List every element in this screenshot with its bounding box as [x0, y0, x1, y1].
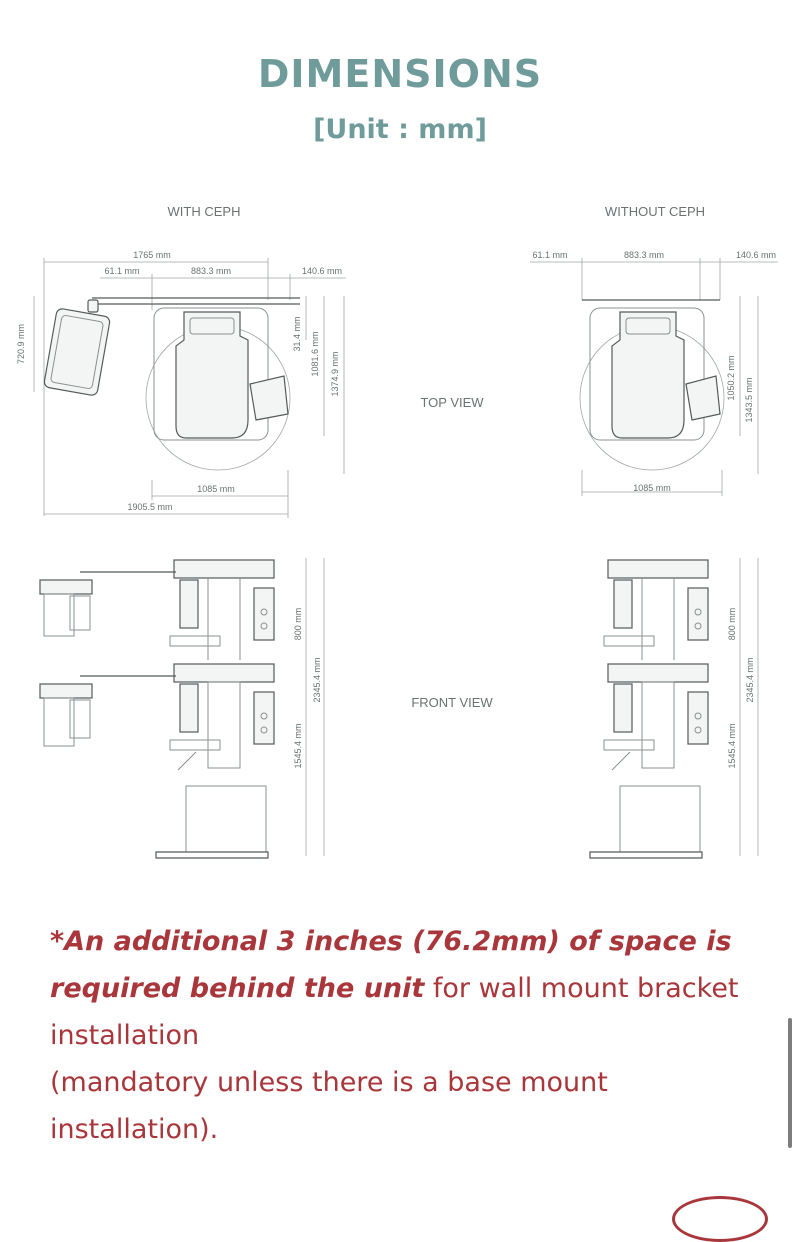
note-line2: (mandatory unless there is a base mount installation). — [50, 1067, 608, 1145]
dim-1545-4-with: 1545.4 mm — [293, 723, 303, 769]
front-view-label: FRONT VIEW — [411, 695, 493, 710]
top-view-label: TOP VIEW — [420, 395, 484, 410]
dim-883-3-with: 883.3 mm — [190, 266, 232, 276]
dim-1081-6: 1081.6 mm — [310, 331, 320, 377]
dim-1085-without: 1085 mm — [633, 483, 671, 493]
note-rest: for wall mount bracket installation — [50, 973, 739, 1051]
dim-1085-with: 1085 mm — [197, 484, 235, 494]
dim-1765: 1765 mm — [133, 250, 171, 260]
dim-2345-4-without: 2345.4 mm — [745, 657, 755, 703]
dim-1343-5: 1343.5 mm — [744, 377, 754, 423]
page-title: DIMENSIONS — [257, 52, 543, 96]
without-ceph-label: WITHOUT CEPH — [604, 204, 706, 219]
dim-720-9: 720.9 mm — [16, 323, 26, 365]
dim-61-1-with: 61.1 mm — [104, 266, 140, 276]
dim-1374-9: 1374.9 mm — [330, 351, 340, 397]
dim-2345-4-with: 2345.4 mm — [312, 657, 322, 703]
dim-883-3-without: 883.3 mm — [623, 250, 665, 260]
unit-subtitle: [Unit : mm] — [313, 114, 487, 145]
installation-note — [50, 918, 770, 1153]
dim-1905-5: 1905.5 mm — [127, 502, 173, 512]
dim-140-6-without: 140.6 mm — [735, 250, 777, 260]
scrollbar[interactable] — [788, 1018, 792, 1148]
with-ceph-label: WITH CEPH — [167, 204, 241, 219]
top-view-without-ceph — [530, 258, 778, 496]
dim-61-1-without: 61.1 mm — [532, 250, 568, 260]
front-view-without-ceph — [590, 558, 758, 858]
dim-800-without: 800 mm — [727, 607, 737, 641]
dim-1545-4-without: 1545.4 mm — [727, 723, 737, 769]
front-view-with-ceph — [40, 558, 324, 858]
dim-31-4: 31.4 mm — [292, 316, 302, 352]
top-view-with-ceph — [34, 258, 346, 518]
note-emphasis: *An additional 3 inches (76.2mm) of space is required behind the unit — [50, 926, 732, 1004]
dim-1050-2: 1050.2 mm — [726, 355, 736, 401]
bottom-decoration — [672, 1196, 768, 1242]
dim-800-with: 800 mm — [293, 607, 303, 641]
dim-140-6-with: 140.6 mm — [301, 266, 343, 276]
